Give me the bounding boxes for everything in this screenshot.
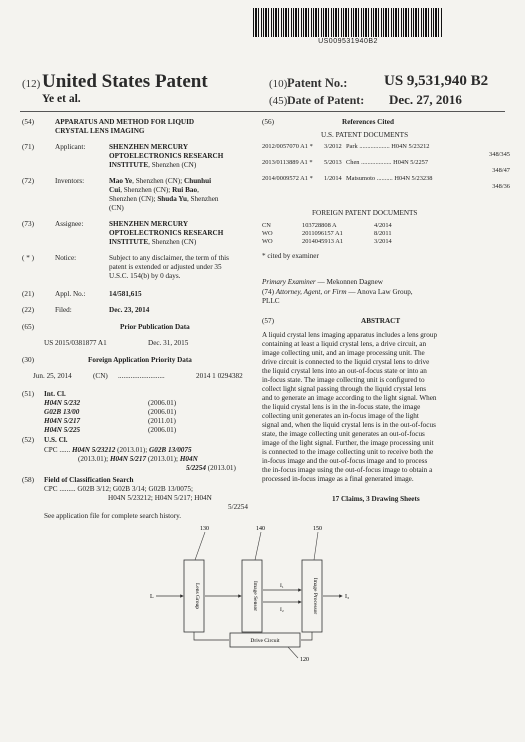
field-cpc-line-2: H04N 5/23212; H04N 5/217; H04N — [108, 494, 212, 502]
abstract-line: and to generate an image according to the light signal. When — [262, 394, 437, 402]
int-cl-ver-3: (2011.01) — [148, 417, 176, 425]
int-cl-label: Int. Cl. — [44, 390, 66, 398]
cpc-line-3: 5/2254 (2013.01) — [186, 464, 236, 472]
field-search-label: Field of Classification Search — [44, 476, 134, 484]
assignee-line-2: OPTOELECTRONICS RESEARCH — [109, 229, 224, 237]
abstract-body — [262, 331, 512, 484]
image-sensor-label: Image Sensor — [252, 580, 258, 612]
int-cl-code-2: G02B 13/00 — [44, 408, 80, 416]
drive-circuit-label: Drive Circuit — [250, 638, 280, 644]
attorney-line-1: (74) Attorney, Agent, or Firm — Anova Law Group, — [262, 288, 413, 296]
abstract-line: in-focus state. The image collecting unit is configured to — [262, 376, 425, 384]
applicant-line-2: OPTOELECTRONICS RESEARCH — [109, 152, 224, 160]
int-cl-ver-1: (2006.01) — [148, 399, 177, 407]
abstract-line: processed in-focus image as a final generated image. — [262, 475, 414, 483]
ref-image-sensor: 140 — [256, 526, 265, 532]
drive-to-processor-line — [301, 632, 312, 640]
lens-group-box — [184, 560, 204, 632]
notice-label: Notice: — [55, 254, 77, 262]
leader-drive — [288, 647, 298, 658]
applicant-line-1: SHENZHEN MERCURY — [109, 143, 189, 151]
inventors-line-1: Mao Ye, Shenzhen (CN); Chunhui — [109, 177, 212, 185]
signal-i1-label: I₁ — [280, 583, 284, 589]
prior-pub-date: Dec. 31, 2015 — [148, 339, 189, 347]
code-52: (52) — [22, 436, 34, 444]
code-58: (58) — [22, 476, 34, 484]
abstract-line: A liquid crystal lens imaging apparatus includes a lens group — [262, 331, 438, 339]
code-21: (21) — [22, 290, 34, 298]
us-reference-row: 2012/0057070 A1 * 3/2012 Park ................... H04N 5/23212 — [262, 143, 430, 150]
assignee-label: Assignee: — [55, 220, 84, 228]
block-diagram — [120, 520, 450, 665]
foreign-priority-dots: .......................... — [118, 372, 165, 380]
abstract-line: signal and, when the liquid crystal lens is in the out-of-focus — [262, 421, 436, 429]
title-line-1: APPARATUS AND METHOD FOR LIQUID — [55, 118, 195, 126]
foreign-reference-row: WO 2014045913 A1 3/2014 — [262, 238, 392, 245]
field-cpc-line-1: CPC ......... G02B 3/12; G02B 3/14; G02B 13/0075; — [44, 485, 193, 493]
code-72: (72) — [22, 177, 34, 185]
inventors-line-2: Cui, Shenzhen (CN); Rui Bao, — [109, 186, 199, 194]
notice-line-3: U.S.C. 154(b) by 0 days. — [109, 272, 181, 280]
cited-by-examiner: * cited by examiner — [262, 252, 319, 260]
foreign-priority-number: 2014 1 0294382 — [196, 372, 243, 380]
inventors-label: Inventors: — [55, 177, 85, 185]
output-label: I₃ — [345, 594, 350, 600]
foreign-references-list — [262, 222, 392, 246]
image-processor-label: Image Processor — [312, 577, 318, 615]
code-54: (54) — [22, 118, 34, 126]
abstract-line: is connected to the image collecting unit to receive both the — [262, 448, 434, 456]
date-of-patent-label: Date of Patent: — [287, 93, 365, 107]
publication-number: US009531940B2 — [318, 38, 378, 45]
title-line-2: CRYSTAL LENS IMAGING — [55, 127, 145, 135]
claims-summary: 17 Claims, 3 Drawing Sheets — [332, 495, 420, 503]
foreign-priority-date: Jun. 25, 2014 — [33, 372, 72, 380]
primary-examiner: Primary Examiner — Mekonnen Dagnew — [262, 278, 383, 286]
input-label: L — [150, 594, 154, 600]
abstract-line: the liquid crystal lens into an out-of-focus state or into an — [262, 367, 427, 375]
abstract-line: the liquid crystal lens is in the in-focus state, the image — [262, 403, 421, 411]
field-cpc-line-3: 5/2254 — [228, 503, 248, 511]
leader-sensor — [255, 532, 261, 560]
code-45: (45) — [269, 95, 288, 107]
image-sensor-box — [242, 560, 262, 632]
notice-line-2: patent is extended or adjusted under 35 — [109, 263, 222, 271]
us-reference-row: 2013/0113889 A1 * 5/2013 Chen ................... H04N 5/2257 — [262, 159, 429, 166]
code-71: (71) — [22, 143, 34, 151]
cpc-line-1: CPC ...... H04N 5/23212 (2013.01); G02B 13/0075 — [44, 446, 192, 454]
drive-to-lens-line — [194, 632, 229, 640]
references-title: References Cited — [342, 118, 394, 126]
code-10: (10) — [269, 78, 288, 90]
filed-label: Filed: — [55, 306, 72, 314]
inventor-short: Ye et al. — [42, 93, 81, 105]
lens-group-label: Lens Group — [194, 582, 200, 610]
abstract-line: collecting unit generates an in-focus image of the light — [262, 412, 419, 420]
foreign-reference-row: CN 103728808 A 4/2014 — [262, 222, 392, 229]
abstract-line: state, the image collecting unit generates an out-of-focus — [262, 430, 425, 438]
int-cl-code-3: H04N 5/217 — [44, 417, 81, 425]
int-cl-code-1: H04N 5/232 — [44, 399, 81, 407]
abstract-line: collect light signal passing through the liquid crystal lens — [262, 385, 427, 393]
notice-line-1: Subject to any disclaimer, the term of this — [109, 254, 229, 262]
inventors-line-4: (CN) — [109, 204, 124, 212]
code-30: (30) — [22, 356, 34, 364]
abstract-line: containing at least a liquid crystal lens, a drive circuit, an — [262, 340, 427, 348]
foreign-priority-title: Foreign Application Priority Data — [88, 356, 192, 364]
us-reference-row: 2014/0009572 A1 * 1/2014 Matsumoto .......... H04N 5/23238 — [262, 175, 433, 182]
abstract-line: image collecting unit, and an image processing unit. The — [262, 349, 425, 357]
code-notice: ( * ) — [22, 254, 34, 262]
code-65: (65) — [22, 323, 34, 331]
code-73: (73) — [22, 220, 34, 228]
header-rule — [20, 111, 505, 112]
abstract-line: in-focus image and the out-of-focus image and to process — [262, 457, 428, 465]
assignee-line-3: INSTITUTE, Shenzhen (CN) — [109, 238, 197, 246]
abstract-title: ABSTRACT — [361, 317, 401, 325]
date-of-patent: Dec. 27, 2016 — [389, 92, 462, 107]
int-cl-code-4: H04N 5/225 — [44, 426, 81, 434]
patent-no-label: Patent No.: — [287, 76, 348, 90]
see-application-note: See application file for complete search history. — [44, 512, 182, 520]
patent-number: US 9,531,940 B2 — [384, 73, 489, 89]
code-56: (56) — [262, 118, 274, 126]
appl-no-label: Appl. No.: — [55, 290, 86, 298]
cpc-line-2: (2013.01); H04N 5/217 (2013.01); H04N — [78, 455, 198, 463]
inventors-line-3: Shenzhen (CN); Shuda Yu, Shenzhen — [109, 195, 219, 203]
filed-date: Dec. 23, 2014 — [109, 306, 150, 314]
ref-lens-group: 130 — [200, 526, 209, 532]
us-docs-title: U.S. PATENT DOCUMENTS — [321, 131, 409, 139]
abstract-line: drive circuit is connected to the liquid crystal lens to drive — [262, 358, 430, 366]
foreign-docs-title: FOREIGN PATENT DOCUMENTS — [312, 209, 418, 217]
us-cl-label: U.S. Cl. — [44, 436, 68, 444]
ref-drive-circuit: 120 — [300, 657, 309, 663]
int-cl-ver-4: (2006.01) — [148, 426, 177, 434]
prior-pub-title: Prior Publication Data — [120, 323, 190, 331]
int-cl-ver-2: (2006.01) — [148, 408, 177, 416]
foreign-reference-row: WO 2011096157 A1 8/2011 — [262, 230, 392, 237]
code-57: (57) — [262, 317, 274, 325]
code-51: (51) — [22, 390, 34, 398]
assignee-line-1: SHENZHEN MERCURY — [109, 220, 189, 228]
barcode — [253, 8, 443, 37]
attorney-line-2: PLLC — [262, 297, 280, 305]
code-12: (12) — [22, 78, 41, 90]
signal-i2-label: I₂ — [280, 607, 284, 613]
ref-image-processor: 150 — [313, 526, 322, 532]
abstract-line: the in-focus image using the out-of-focus image to obtain a — [262, 466, 433, 474]
patent-country-title: United States Patent — [42, 71, 208, 92]
foreign-priority-cc: (CN) — [93, 372, 108, 380]
abstract-line: image of the light signal. Further, the image processing unit — [262, 439, 434, 447]
leader-lens — [195, 532, 205, 560]
us-references-list: 2012/0057070 A1 * 3/2012 Park ................... H04N 5/23212 348/345 2013/0113889 A1 * 5/2013 Chen ................... H04N 5/2257 348/47 2014/0009572 A1 * 1/2014 Matsumoto .......... H04N 5/23238 348/36 — [262, 143, 510, 190]
applicant-label: Applicant: — [55, 143, 86, 151]
image-processor-box — [302, 560, 322, 632]
prior-pub-number: US 2015/0381877 A1 — [44, 339, 107, 347]
appl-no: 14/581,615 — [109, 290, 142, 298]
leader-processor — [314, 532, 318, 560]
applicant-line-3: INSTITUTE, Shenzhen (CN) — [109, 161, 197, 169]
code-22: (22) — [22, 306, 34, 314]
